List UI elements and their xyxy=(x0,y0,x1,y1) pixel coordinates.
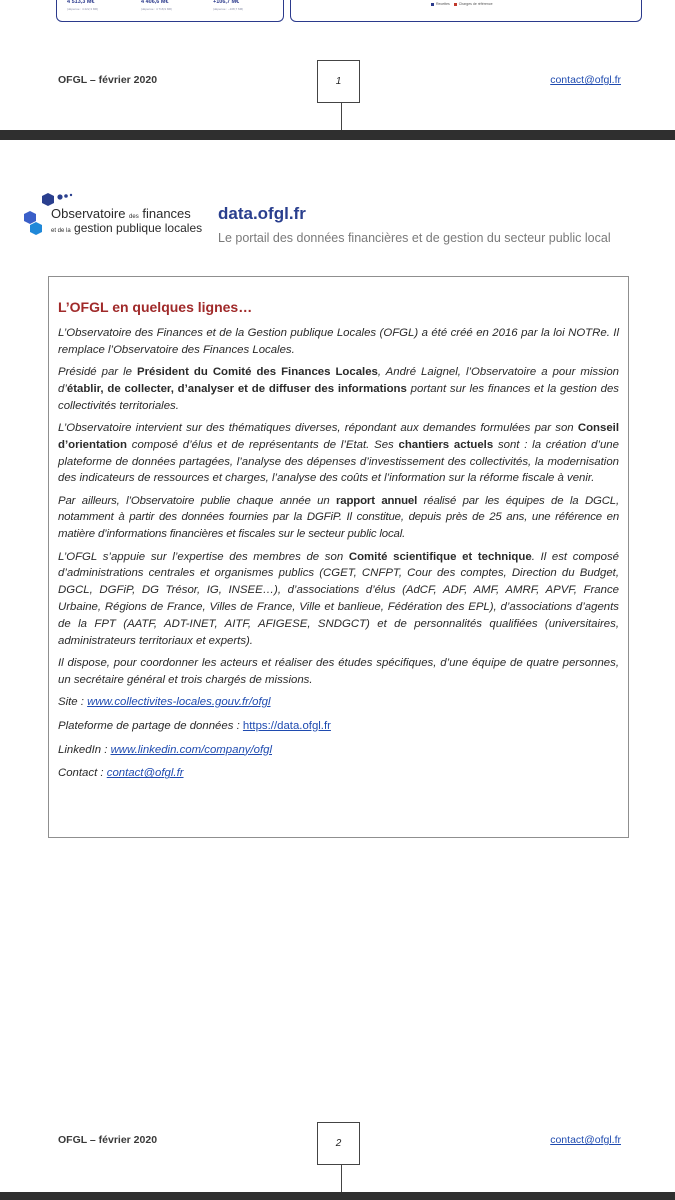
p3-bold-chantiers: chantiers actuels xyxy=(398,438,494,451)
p4-bold-rapport: rapport annuel xyxy=(336,494,418,507)
legend-item-1: Recettes xyxy=(436,2,450,6)
kpi-2-sub: (dépense : 4 718,9 M€) xyxy=(141,7,173,11)
footer-email-link[interactable]: contact@ofgl.fr xyxy=(550,74,621,86)
footer-email-link[interactable]: contact@ofgl.fr xyxy=(550,1134,621,1146)
logo-word-des: des xyxy=(129,214,139,220)
kpi-1 xyxy=(67,0,98,11)
legend-item-2: Charges de référence xyxy=(458,2,493,6)
p2-bold-president: Président du Comité des Finances Locales xyxy=(136,366,378,379)
p5-text-a: L’OFGL s’appuie sur l’expertise des membres de son xyxy=(58,550,349,563)
contact-label: Contact : xyxy=(58,767,107,780)
logo-line-2 xyxy=(51,221,202,235)
p2-text-a: Présidé par le xyxy=(58,366,137,379)
kpi-2 xyxy=(141,0,172,11)
page-footer-1 xyxy=(0,60,675,130)
platform-label: Plateforme de partage de données : xyxy=(58,719,243,732)
kpi-3-sub: (dépense : –108,7 M€) xyxy=(213,7,244,11)
p5-bold-comite: Comité scientifique et technique xyxy=(348,550,532,563)
site-label: Site : xyxy=(58,695,88,708)
page-separator xyxy=(0,130,675,140)
p4-text-a: Par ailleurs, l’Observatoire publie chaque année un xyxy=(58,494,337,507)
page-number-stem xyxy=(341,103,342,130)
page-number: 1 xyxy=(335,76,342,87)
page-separator-bottom xyxy=(0,1192,675,1200)
p3-text-c: composé d’élus et de représentants de l’Etat. Ses xyxy=(126,438,399,451)
p3-text-a: L’Observatoire intervient sur des thématiques diverses, répondant aux demandes formulées par son xyxy=(58,421,578,434)
logo-line-1 xyxy=(51,206,191,221)
p2-bold-mission: établir, de collecter, d’analyser et de diffuser des informations xyxy=(66,382,407,395)
p2-text-e: portant sur les finances et la gestion des collectivités territoriales. xyxy=(58,382,619,412)
page-1-fragment xyxy=(0,0,675,130)
logo-word-gestion: gestion publique locales xyxy=(74,221,203,235)
footer-date: OFGL – février 2020 xyxy=(58,74,158,86)
info-paragraph-1: L’Observatoire des Finances et de la Gestion publique Locales (OFGL) a été créé en 2016 par la loi NOTRe. Il remplace l’Observatoire des Finances Locales. xyxy=(58,327,619,356)
kpi-3 xyxy=(213,0,243,11)
kpi-1-sub: (dépense : 4 222,3 M€) xyxy=(67,7,99,11)
ofgl-logo xyxy=(20,188,205,240)
contact-line xyxy=(58,765,619,782)
p4-text-c: réalisé par les équipes de la DGCL, notamment à partir des données fournies par la DGFiP. Il constitue, depuis près de 25 ans, une référence en matière d’informations financières et fiscales sur le secteur public local. xyxy=(58,494,620,541)
linkedin-line xyxy=(58,742,619,759)
page-number-box xyxy=(317,1122,360,1165)
logo-word-etdela: et de la xyxy=(51,228,71,234)
info-paragraph-2 xyxy=(58,364,619,414)
info-paragraph-5 xyxy=(58,549,619,650)
site-line xyxy=(58,694,619,711)
site-title: data.ofgl.fr xyxy=(218,204,306,223)
ofgl-info-box xyxy=(48,276,629,838)
chart-legend xyxy=(431,2,493,6)
chart-panel xyxy=(290,0,642,22)
legend-dot-blue xyxy=(431,3,434,6)
p2-text-c: , André Laignel, l’Observatoire a pour mission d’ xyxy=(58,366,619,395)
info-paragraph-3 xyxy=(58,420,619,487)
page-number-box xyxy=(317,60,360,103)
info-paragraph-4 xyxy=(58,493,619,543)
linkedin-label: LinkedIn : xyxy=(58,743,111,756)
info-heading: L’OFGL en quelques lignes… xyxy=(58,299,253,315)
page-footer-2 xyxy=(0,1124,675,1194)
site-link[interactable]: www.collectivites-locales.gouv.fr/ofgl xyxy=(87,695,271,708)
p5-text-c: . Il est composé d’administrations centrales et organismes publics (CGET, CNFPT, Cour des comptes, Direction du Budget, DGCL, DGFiP, DG Trésor, IG, INSEE…), d’associations d’élus (AdCF, ADF, AMF, AMRF, APVF, France Urbaine, Régions de France, Villes de France, Ville et banlieue, Fédération des EPL), d’associations d’agents de la FPT (AATF, ADT-INET, AITF, AFIGESE, SNDGCT) et de personnalités qualifiées (universitaires, administrateurs territoriaux et experts). xyxy=(58,550,619,647)
platform-link[interactable]: https://data.ofgl.fr xyxy=(242,719,331,732)
page-number-stem xyxy=(341,1165,342,1192)
kpi-1-value: 4 513,3 M€ xyxy=(67,0,95,5)
linkedin-link[interactable]: www.linkedin.com/company/ofgl xyxy=(110,743,272,756)
kpi-3-value: +106,7 M€ xyxy=(213,0,240,5)
logo-word-observatoire: Observatoire xyxy=(51,206,126,221)
contact-link[interactable]: contact@ofgl.fr xyxy=(106,767,184,780)
site-subtitle: Le portail des données financières et de gestion du secteur public local xyxy=(218,231,611,245)
info-paragraph-6: Il dispose, pour coordonner les acteurs et réaliser des études spécifiques, d’une équipe de quatre personnes, un secrétaire général et trois chargés de missions. xyxy=(58,656,619,686)
p3-bold-conseil: Conseil d’orientation xyxy=(58,421,619,451)
logo-word-finances: finances xyxy=(142,206,191,221)
kpi-panel xyxy=(56,0,284,22)
kpi-2-value: 4 406,6 M€ xyxy=(141,0,169,5)
page-number: 2 xyxy=(335,1138,342,1149)
p3-text-e: sont : la création d’une plateforme de données partagées, l’analyse des dépenses d’investissement des collectivités, la modernisation des indicateurs de ressources et charges, l’analyse des coûts et l’information sur la réforme fiscale à venir. xyxy=(58,438,619,485)
footer-date: OFGL – février 2020 xyxy=(58,1134,158,1146)
legend-dot-red xyxy=(454,3,457,6)
platform-line xyxy=(58,718,619,735)
